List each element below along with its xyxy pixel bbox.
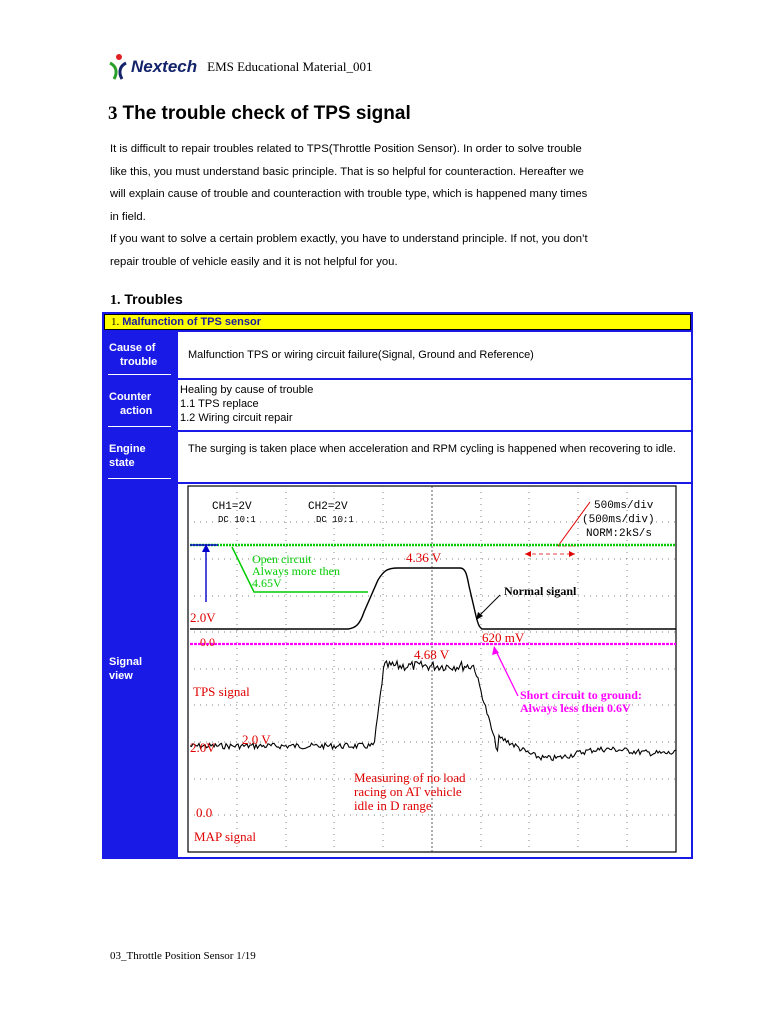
intro-line: in field.	[110, 210, 146, 223]
subsection-title	[110, 291, 183, 309]
tps-2v-label: 2.0V	[190, 610, 216, 625]
ch1-label: CH1=2V	[212, 501, 252, 513]
measure-text-1: Measuring of no load	[354, 770, 466, 785]
zero-label-2: 0.0	[196, 805, 213, 820]
row-content-cause	[178, 332, 691, 378]
logo-text: Nextech	[131, 57, 198, 76]
low-mv-label: 620 mV	[482, 630, 525, 645]
open-circuit-text-3: 4.65V	[252, 576, 282, 590]
short-circuit-text-1: Short circuit to ground:	[520, 688, 642, 702]
zero-label-1: 0.0	[200, 635, 215, 649]
counter-line: 1.2 Wiring circuit repair	[180, 412, 293, 424]
trouble-table	[102, 312, 693, 859]
label-text: Engine	[109, 443, 146, 455]
map-2v-label-a: 2.0V	[190, 740, 216, 755]
intro-line: If you want to solve a certain problem exactly, you have to understand principle. If not, you don’t	[110, 233, 588, 246]
table-header-title: Malfunction of TPS sensor	[122, 316, 261, 328]
ch1-dc: DC 10:1	[218, 515, 256, 525]
section-heading: The trouble check of TPS signal	[122, 103, 411, 124]
tps-signal-label: TPS signal	[193, 684, 250, 699]
table-header	[104, 314, 691, 330]
ch2-label: CH2=2V	[308, 501, 348, 513]
document-header	[108, 50, 373, 84]
label-underline	[108, 478, 171, 479]
counter-line: 1.1 TPS replace	[180, 398, 259, 410]
table-header-number: 1.	[111, 316, 120, 328]
intro-text	[110, 138, 660, 274]
ch2-dc: DC 10:1	[316, 515, 354, 525]
map-peak-label: 4.68 V	[414, 647, 450, 662]
row-label-counter	[104, 380, 175, 430]
subsection-number: 1.	[110, 293, 121, 308]
counter-line: Healing by cause of trouble	[180, 384, 314, 396]
label-text: action	[120, 405, 153, 417]
section-title	[108, 103, 411, 125]
scope-svg	[178, 484, 691, 857]
map-2v-label-b: 2.0 V	[242, 732, 271, 747]
label-text: Counter	[109, 391, 152, 403]
label-underline	[108, 426, 171, 427]
label-text: state	[109, 457, 135, 469]
intro-line: repair trouble of vehicle easily and it is not helpful for you.	[110, 255, 398, 268]
intro-line: like this, you must understand basic principle. That is so helpful for counteraction. Hereafter we	[110, 165, 584, 178]
label-underline	[108, 374, 171, 375]
oscilloscope-view	[178, 484, 691, 857]
short-circuit-text-2: Always less then 0.6V	[520, 701, 631, 715]
page-footer: 03_Throttle Position Sensor 1/19	[110, 950, 256, 962]
row-label-engine	[104, 432, 175, 482]
document-title: EMS Educational Material_001	[207, 59, 373, 74]
cause-text: Malfunction TPS or wiring circuit failure(Signal, Ground and Reference)	[188, 349, 534, 361]
label-text: Signal	[109, 656, 143, 668]
measure-text-3: idle in D range	[354, 798, 432, 813]
nextech-logo-icon	[108, 54, 128, 80]
row-label-cause	[104, 332, 175, 378]
label-text: trouble	[120, 356, 158, 368]
section-number: 3	[108, 103, 118, 124]
row-content-engine	[178, 432, 691, 482]
map-signal-label: MAP signal	[194, 829, 256, 844]
nextech-logo	[108, 54, 197, 80]
timebase-2: (500ms/div)	[582, 514, 655, 526]
label-text: Cause of	[109, 342, 156, 354]
label-text: view	[109, 670, 133, 682]
engine-text: The surging is taken place when acceleration and RPM cycling is happened when recovering to idle.	[188, 443, 676, 455]
open-circuit-text-1: Open circuit	[252, 552, 312, 566]
normal-signal-text: Normal siganl	[504, 584, 577, 598]
timebase: 500ms/div	[594, 500, 654, 512]
row-content-counter	[178, 380, 691, 430]
intro-line: It is difficult to repair troubles related to TPS(Throttle Position Sensor). In order to solve trouble	[110, 143, 582, 155]
row-label-signal	[104, 484, 175, 857]
tps-peak-label: 4.36 V	[406, 550, 442, 565]
subsection-heading: Troubles	[124, 291, 183, 307]
intro-line: will explain cause of trouble and counteraction with trouble type, which is happened many times	[110, 188, 588, 201]
measure-text-2: racing on AT vehicle	[354, 784, 462, 799]
open-circuit-text-2: Always more then	[252, 564, 340, 578]
sample-rate: NORM:2kS/s	[586, 528, 653, 540]
